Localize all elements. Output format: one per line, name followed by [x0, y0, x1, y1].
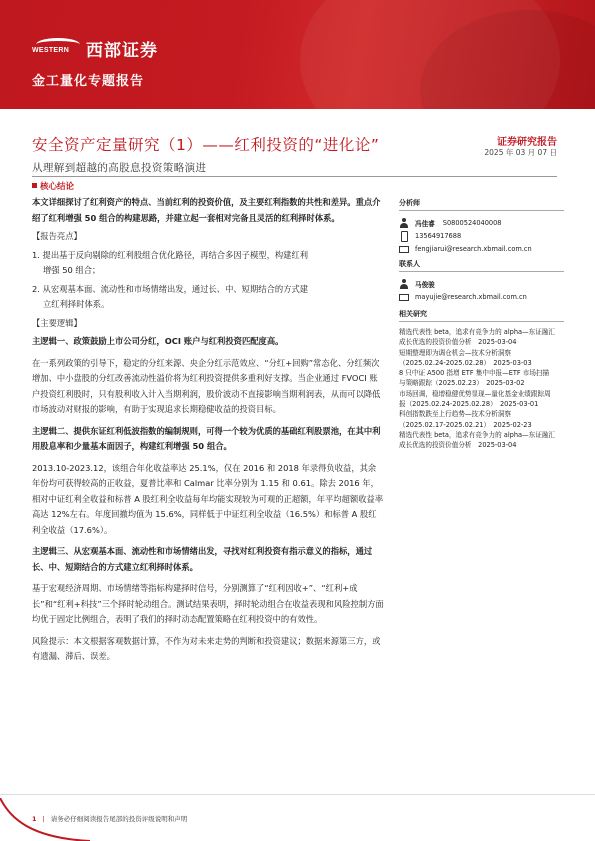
logic-2-body: 2013.10-2023.12，该组合年化收益率达 25.1%，仅在 2016 和 2018 年录得负收益，其余年份均可获得较高的正收益，夏普比率和 Calmar 比率分别为 1.15 和 0.61。除去 2016 年，相对中证红利全收益和标普 A 股红利全收益每年均能实现较为可观的正超额，年平均超额收益率高达 12%左右。年度回撤均值为 15.6%，同样低于中证红利全收益（16.5%）和标普 A 股红利全收益（17.6%）。 — [32, 462, 384, 535]
mail-icon — [399, 244, 409, 254]
page-subtitle: 从理解到超越的高股息投资策略演进 — [32, 162, 207, 174]
contact-email-row — [399, 290, 564, 303]
phone-icon — [399, 231, 409, 241]
logo-mark — [32, 38, 84, 60]
main-body — [32, 195, 384, 665]
page-number: 1 — [32, 815, 37, 823]
intro-paragraph: 本文详细探讨了红利资产的特点、当前红利的投资价值，及主要红利指数的共性和差异。重点介绍了红利增强 50 组合的构建思路，并建立起一套相对完备且灵活的红利择时体系。 — [32, 197, 381, 223]
related-line[interactable]: （2025.02.17-2025.02.21） 2025-02-23 — [399, 420, 532, 429]
contact-row — [399, 277, 564, 290]
logic-1-title: 主逻辑一、政策鼓励上市公司分红，OCI 账户与红利投资匹配度高。 — [32, 336, 284, 346]
header-banner — [0, 0, 595, 109]
footer-disclaimer: 请务必仔细阅读报告尾部的投资评级说明和声明 — [50, 815, 188, 823]
analyst-row — [399, 216, 564, 229]
logo-cn-text: 西部证券 — [86, 41, 158, 61]
logic-3-title: 主逻辑三、从宏观基本面、流动性和市场情绪出发，寻找对红利投资有指示意义的指标，通过长、中、短期结合的方式建立红利择时体系。 — [32, 546, 373, 572]
mail-icon — [399, 292, 409, 302]
company-logo — [32, 36, 158, 61]
analyst-heading: 分析师 — [399, 198, 564, 211]
related-line[interactable]: 报（2025.02.24-2025.02.28） 2025-03-01 — [399, 400, 539, 409]
page-title: 安全资产定量研究（1）——红利投资的“进化论” — [32, 136, 380, 154]
person-icon — [399, 218, 409, 228]
sidebar — [399, 198, 564, 451]
related-heading: 相关研究 — [399, 309, 564, 322]
footer-separator: | — [42, 815, 45, 823]
related-line[interactable]: 成长优选的投资价值分析 2025-03-04 — [399, 338, 517, 347]
related-line[interactable]: （2025.02.24-2025.02.28） 2025-03-03 — [399, 358, 532, 367]
analyst-cert: S0800524040008 — [442, 218, 502, 227]
email-row — [399, 242, 564, 255]
core-heading-text: 核心结论 — [40, 182, 75, 192]
highlight-2-line-2: 立红利择时体系。 — [43, 299, 110, 309]
highlight-1 — [32, 248, 384, 279]
report-date: 2025 年 03 月 07 日 — [484, 148, 557, 157]
logo-en-text: WESTERN — [32, 46, 70, 54]
person-icon — [399, 279, 409, 289]
logic-2-title: 主逻辑二、提供东证红利低波指数的编制规则，可得一个较为优质的基础红利股票池，在其中利用股息率和少量基本面因子，构建红利增强 50 组合。 — [32, 425, 381, 451]
core-heading — [32, 180, 74, 192]
corner-arc-decoration — [0, 798, 90, 841]
report-type: 金工量化专题报告 — [32, 74, 145, 89]
contact-email[interactable]: mayujie@research.xbmail.com.cn — [415, 292, 527, 301]
contact-name: 马俊骏 — [415, 280, 435, 289]
highlight-2 — [32, 282, 384, 313]
analyst-email[interactable]: fengjiarui@research.xbmail.com.cn — [415, 244, 532, 253]
highlight-2-line-1: 2. 从宏观基本面、流动性和市场情绪出发，通过长、中、短期结合的方式建 — [32, 283, 309, 294]
logic-3-body: 基于宏观经济周期、市场情绪等指标构建择时信号，分别测算了“红利因收+”、“红利+成长”和“红利+科技”三个择时轮动组合。测试结果表明，择时轮动组合在收益表现和风险控制方面均优于固定比例组合，表明了我们的择时动态配置策略在红利投资中的有效性。 — [32, 583, 384, 624]
related-line[interactable]: 与策略跟踪（2025.02.23） 2025-03-02 — [399, 379, 525, 388]
analyst-name: 冯佳睿 — [415, 219, 435, 228]
related-list — [399, 327, 564, 451]
square-bullet-icon — [32, 183, 37, 188]
highlight-1-line-2: 增强 50 组合； — [43, 265, 101, 275]
related-line[interactable]: 科创指数跌至上行趋势—技术分析洞察 — [399, 410, 512, 419]
points-heading: 【主要逻辑】 — [32, 317, 82, 328]
footer-divider — [0, 794, 595, 795]
corner-arc — [0, 798, 90, 841]
related-line[interactable]: 短期整理即为调仓机会—技术分析洞察 — [399, 348, 512, 357]
risk-warning: 风险提示：本文根据客观数据计算，不作为对未来走势的判断和投资建议；数据来源第三方，或有遗漏、滞后、误差。 — [32, 635, 381, 661]
highlights-heading: 【报告亮点】 — [32, 231, 82, 241]
highlight-1-line-1: 1. 提出基于反向剔除的红利股组合优化路径，再结合多因子模型，构建红利 — [32, 249, 309, 260]
related-line[interactable]: 8 只中证 A500 指增 ETF 集中申报—ETF 市场扫描 — [399, 369, 550, 378]
related-line[interactable]: 精选代表性 beta，追求有竞争力的 alpha—东证融汇 — [399, 328, 556, 336]
divider — [32, 176, 557, 177]
related-line[interactable]: 市场回调，稳增稳健优势显现—量化基金业绩跟踪周 — [399, 389, 551, 398]
related-line[interactable]: 精选代表性 beta，追求有竞争力的 alpha—东证融汇 — [399, 430, 556, 439]
contact-heading: 联系人 — [399, 259, 564, 272]
report-label: 证券研究报告 — [497, 137, 557, 148]
related-line[interactable]: 成长优选的投资价值分析 2025-03-04 — [399, 441, 517, 450]
logic-1-body: 在一系列政策的引导下，稳定的分红来源、央企分红示范效应、“分红+回购”常态化、分红频次增加、中小盘股的分红改善流动性溢价将为红利投资提供多重利好支撑。当企业通过 FVOCI 账户投资红利股时，只有股利收入计入当期利润，股价波动不直接影响当期利润表，从而可以降低市场波动对财报的影响，有助于实现追求长期稳健收益的投资目标。 — [32, 357, 381, 414]
analyst-phone: 13564917688 — [415, 231, 462, 240]
phone-row — [399, 229, 564, 242]
